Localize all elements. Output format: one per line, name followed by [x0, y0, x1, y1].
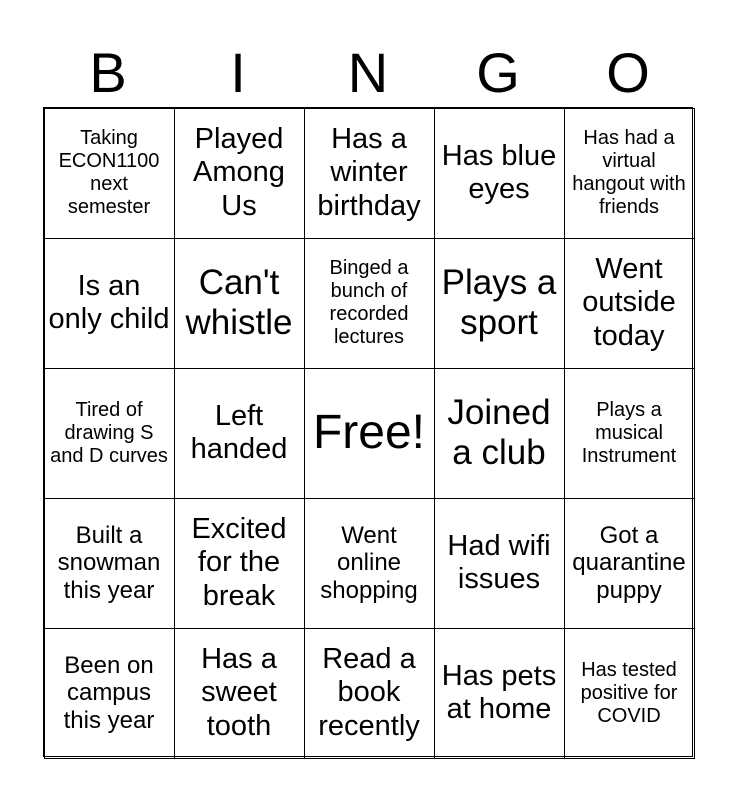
bingo-cell[interactable]: Has had a virtual hangout with friends	[564, 108, 695, 239]
bingo-cell[interactable]: Has a winter birthday	[304, 108, 435, 239]
bingo-cell[interactable]: Read a book recently	[304, 628, 435, 759]
header-letter-b: B	[89, 41, 127, 104]
bingo-cell[interactable]: Joined a club	[434, 368, 565, 499]
bingo-cell[interactable]: Left handed	[174, 368, 305, 499]
free-space[interactable]: Free!	[304, 368, 435, 499]
bingo-cell[interactable]: Got a quarantine puppy	[564, 498, 695, 629]
bingo-cell[interactable]: Built a snowman this year	[44, 498, 175, 629]
bingo-cell[interactable]: Has blue eyes	[434, 108, 565, 239]
bingo-cell[interactable]: Plays a musical Instrument	[564, 368, 695, 499]
bingo-cell[interactable]: Plays a sport	[434, 238, 565, 369]
bingo-cell[interactable]: Had wifi issues	[434, 498, 565, 629]
bingo-cell[interactable]: Excited for the break	[174, 498, 305, 629]
bingo-cell[interactable]: Is an only child	[44, 238, 175, 369]
header-letter-g: G	[476, 41, 520, 104]
bingo-cell[interactable]: Played Among Us	[174, 108, 305, 239]
bingo-cell[interactable]: Went outside today	[564, 238, 695, 369]
bingo-cell[interactable]: Has pets at home	[434, 628, 565, 759]
bingo-cell[interactable]: Taking ECON1100 next semester	[44, 108, 175, 239]
bingo-cell[interactable]: Been on campus this year	[44, 628, 175, 759]
bingo-cell[interactable]: Can't whistle	[174, 238, 305, 369]
bingo-header	[43, 38, 693, 108]
bingo-cell[interactable]: Went online shopping	[304, 498, 435, 629]
header-letter-n: N	[347, 41, 389, 104]
bingo-cell[interactable]: Binged a bunch of recorded lectures	[304, 238, 435, 369]
bingo-board	[43, 107, 693, 757]
bingo-cell[interactable]: Has a sweet tooth	[174, 628, 305, 759]
bingo-cell[interactable]: Tired of drawing S and D curves	[44, 368, 175, 499]
header-letter-i: I	[230, 41, 246, 104]
bingo-cell[interactable]: Has tested positive for COVID	[564, 628, 695, 759]
header-letter-o: O	[606, 41, 650, 104]
